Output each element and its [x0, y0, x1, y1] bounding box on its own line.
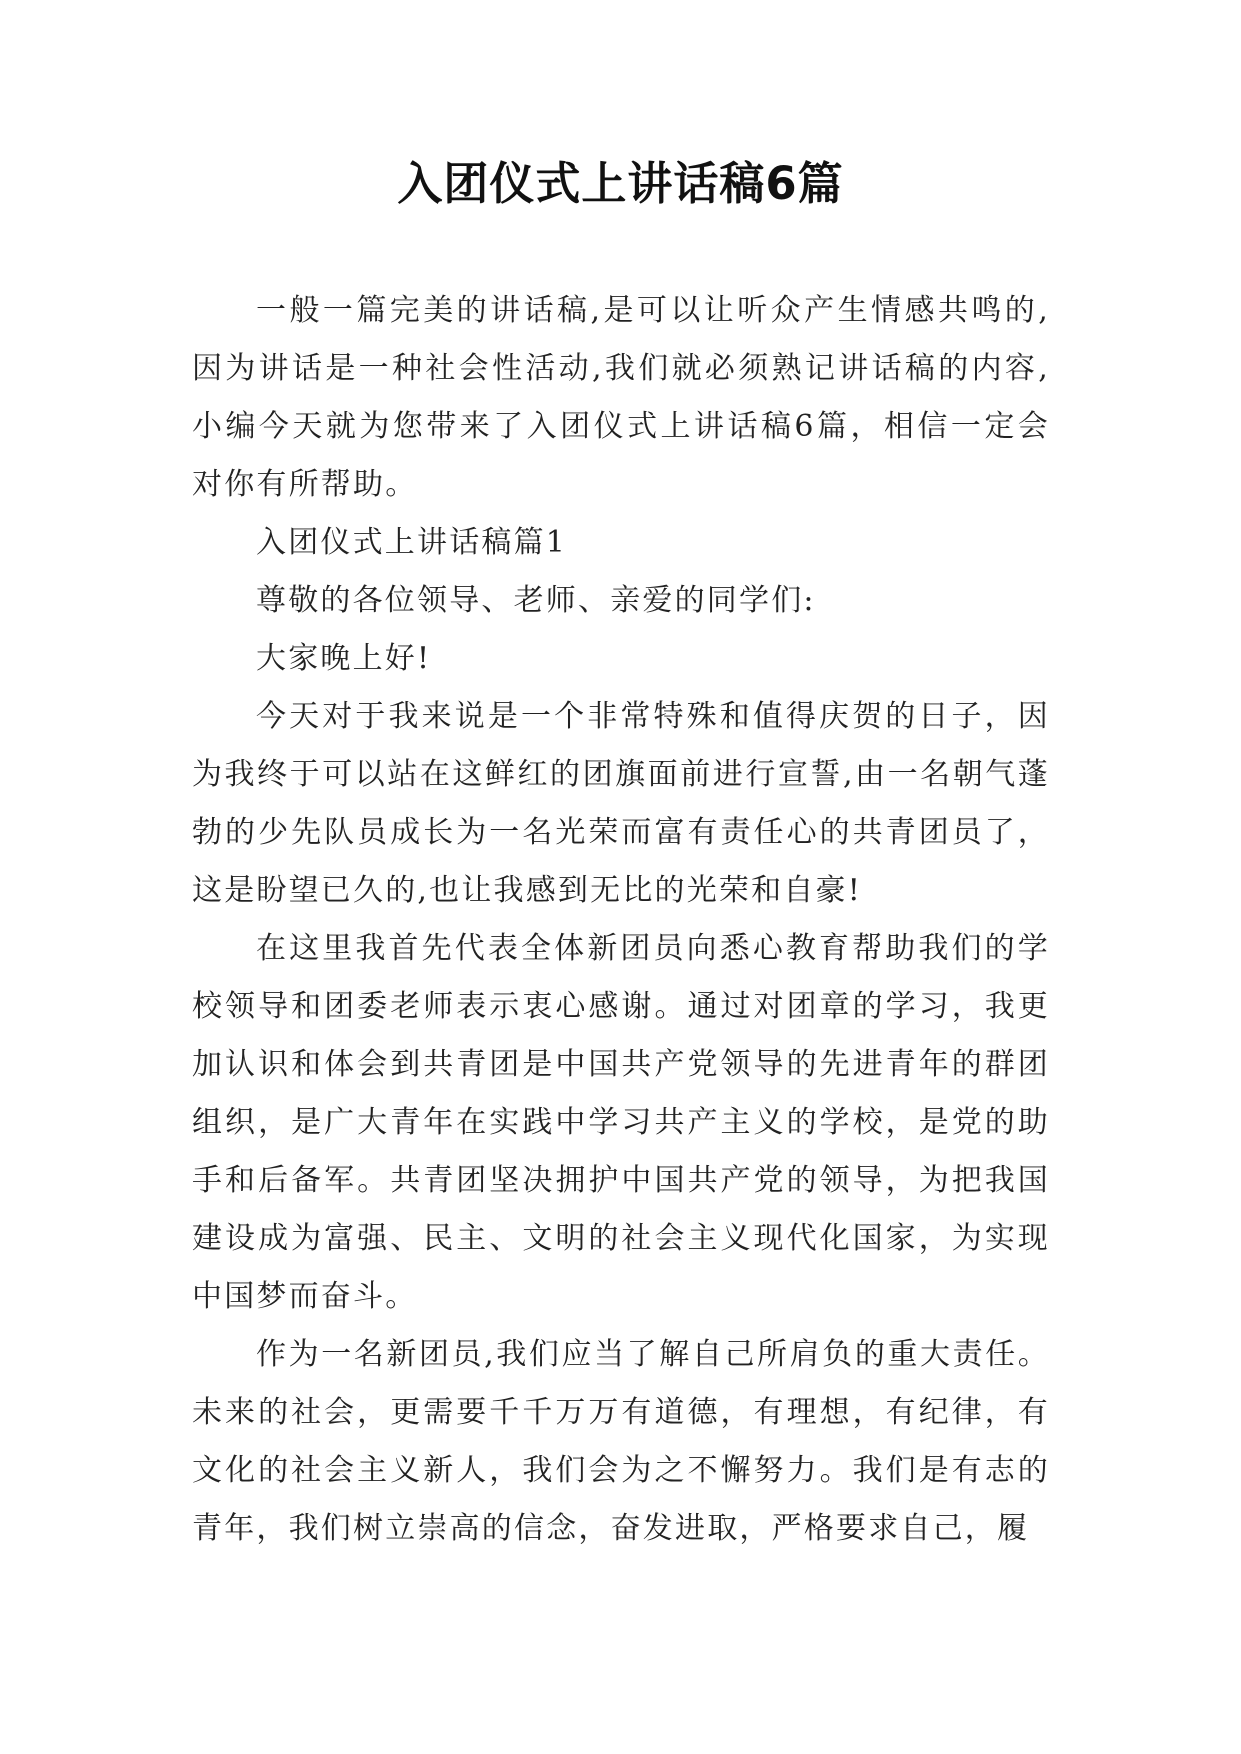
document-title: 入团仪式上讲话稿6篇 [397, 157, 844, 210]
body-paragraph: 作为一名新团员,我们应当了解自己所肩负的重大责任。未来的社会，更需要千千万万有道德，有理想，有纪律，有文化的社会主义新人，我们会为之不懈努力。我们是有志的青年，我们树立崇高的信念，奋发进取，严格要求自己，履 [192, 1337, 1050, 1546]
greeting: 大家晚上好! [256, 641, 432, 676]
body-paragraph: 今天对于我来说是一个非常特殊和值得庆贺的日子，因为我终于可以站在这鲜红的团旗面前进行宣誓,由一名朝气蓬勃的少先队员成长为一名光荣而富有责任心的共青团员了，这是盼望已久的,也让我感到无比的光荣和自豪! [192, 699, 1050, 908]
document-body [192, 282, 1050, 1558]
body-paragraph: 在这里我首先代表全体新团员向悉心教育帮助我们的学校领导和团委老师表示衷心感谢。通过对团章的学习，我更加认识和体会到共青团是中国共产党领导的先进青年的群团组织，是广大青年在实践中学习共产主义的学校，是党的助手和后备军。共青团坚决拥护中国共产党的领导，为把我国建设成为富强、民主、文明的社会主义现代化国家，为实现中国梦而奋斗。 [192, 931, 1050, 1314]
intro-paragraph: 一般一篇完美的讲话稿,是可以让听众产生情感共鸣的,因为讲话是一种社会性活动,我们就必须熟记讲话稿的内容,小编今天就为您带来了入团仪式上讲话稿6篇，相信一定会对你有所帮助。 [192, 293, 1050, 502]
salutation: 尊敬的各位领导、老师、亲爱的同学们: [256, 583, 816, 618]
section-heading: 入团仪式上讲话稿篇1 [256, 525, 568, 560]
